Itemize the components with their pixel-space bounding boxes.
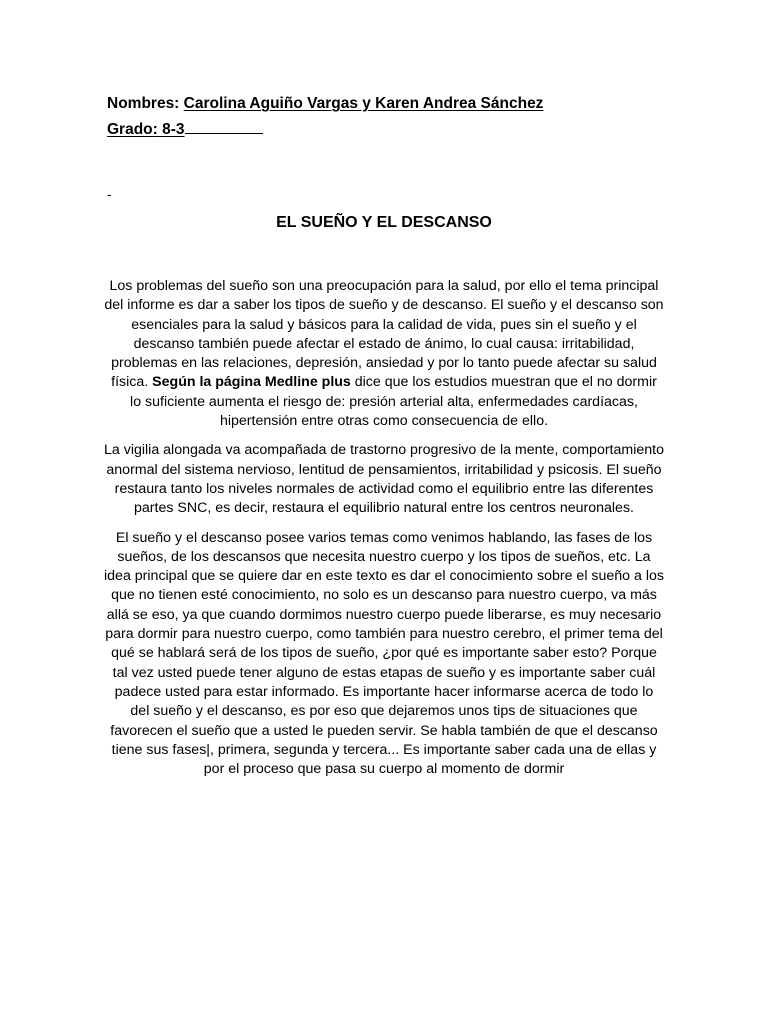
names-label: Nombres: — [107, 95, 180, 112]
paragraph-2: La vigilia alongada va acompañada de trastorno progresivo de la mente, comportamiento anormal del sistema nervioso, lentitud de pensamientos, irritabilidad y psicosis. El sueño restaura tanto los niveles normales de actividad como el equilibrio entre las diferentes partes SNC, es decir, restaura el equilibrio natural entre los centros neuronales. — [104, 442, 664, 517]
paragraph-1-text-start: Los problemas del sueño son una preocupación para la salud, por ello el tema principal del informe es dar a saber los tipos de sueño y de descanso. El sueño y el descanso son esenciales para la salud y básicos para la calidad de vida, pues sin el sueño y el descanso también puede afectar el estado de ánimo, lo cual causa: irritabilidad, problemas en las relaciones, depresión, ansiedad y por lo tanto puede afectar su salud física. — [104, 278, 664, 391]
paragraph-1-text-end: dice que los estudios muestran que el no dormir lo suficiente aumenta el riesgo de: presión arterial alta, enfermedades cardíacas, hipertensión entre otras como consecuencia de ello. — [130, 374, 657, 430]
names-line — [107, 94, 543, 114]
grade-underline-blank — [185, 119, 263, 134]
paragraph-3: El sueño y el descanso posee varios temas como venimos hablando, las fases de los sueños, de los descansos que necesita nuestro cuerpo y los tipos de sueños, etc. La idea principal que se quiere dar en este texto es dar el conocimiento sobre el sueño a los que no tienen esté conocimiento, no solo es un descanso para nuestro cuerpo, va más allá se eso, ya que cuando dormimos nuestro cuerpo puede liberarse, es muy necesario para dormir para nuestro cuerpo, como también para nuestro cerebro, el primer tema del qué se hablará será de los tipos de sueño, ¿por qué es importante saber esto? Porque tal vez usted puede tener alguno de estas etapas de sueño y es importante saber cuál padece usted para estar informado. Es importante hacer informarse acerca de todo lo del sueño y el descanso, es por eso que dejaremos unos tips de situaciones que favorecen el sueño que a usted le pueden servir. Se habla también de que el descanso tiene sus fases|, primera, segunda y tercera... Es importante saber cada una de ellas y por el proceso que pasa su cuerpo al momento de dormir — [104, 529, 664, 778]
names-value: Carolina Aguiño Vargas y Karen Andrea Sánchez — [183, 95, 544, 112]
paragraph-1-bold-source: Según la página Medline plus — [152, 374, 351, 391]
document-body — [104, 277, 664, 789]
paragraph-1 — [104, 277, 664, 431]
grade-label: Grado: — [107, 121, 158, 138]
grade-value: 8-3 — [157, 121, 185, 138]
grade-line — [107, 119, 263, 140]
document-title: EL SUEÑO Y EL DESCANSO — [276, 214, 492, 231]
stray-mark: - — [107, 186, 112, 202]
